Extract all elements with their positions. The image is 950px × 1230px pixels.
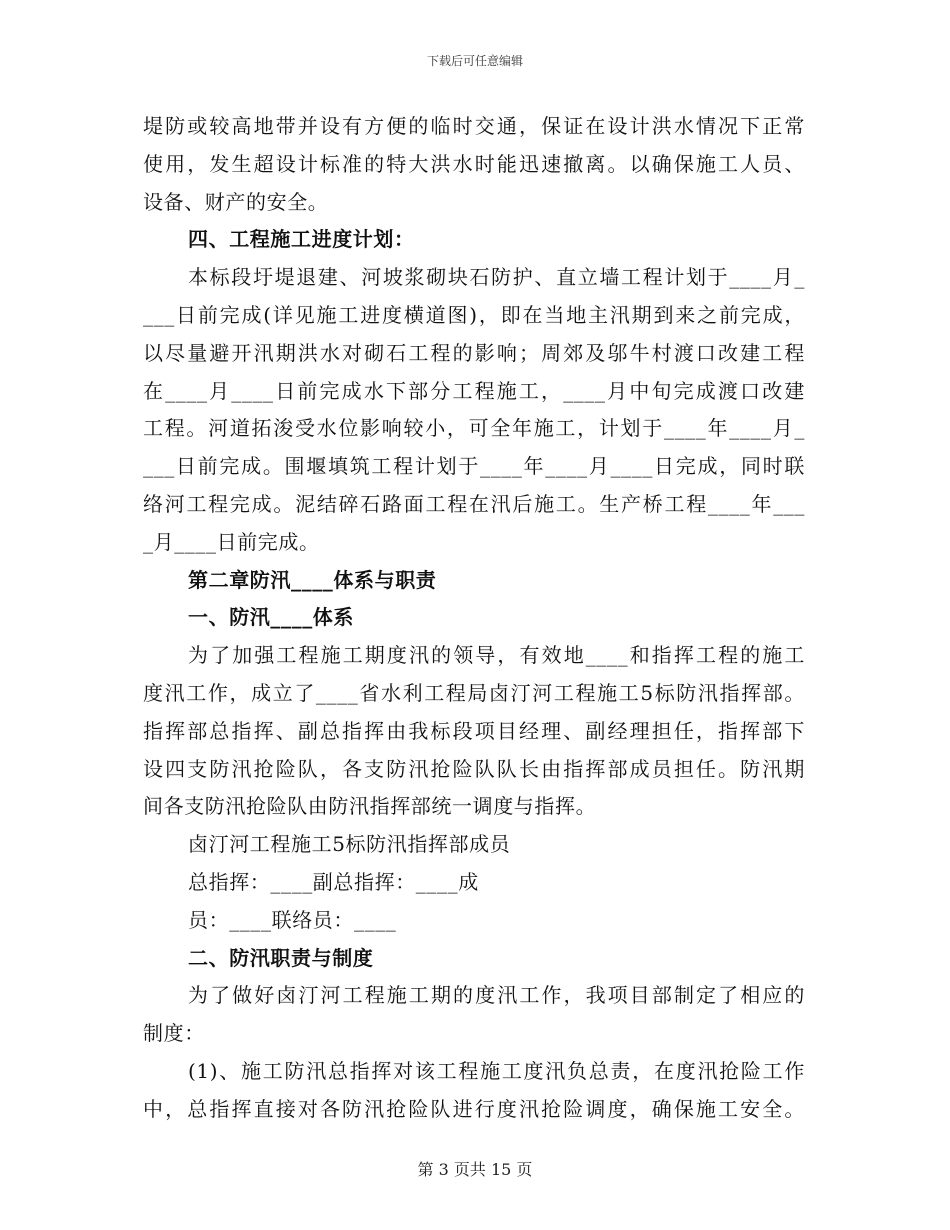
section-heading: 二、防汛职责与制度 [188, 945, 374, 970]
text-line: 制度： [143, 1021, 205, 1046]
text-line: 间各支防汛抢险队由防汛指挥部统一调度与指挥。 [143, 794, 597, 819]
text-line: 络河工程完成。泥结碎石路面工程在汛后施工。生产桥工程____年___ [143, 491, 805, 516]
text-line: 卤汀河工程施工5标防汛指挥部成员 [188, 832, 511, 857]
page-number: 第 3 页共 15 页 [417, 1160, 533, 1179]
text-line: 设备、财产的安全。 [143, 189, 329, 214]
text-line: 员：____联络员：____ [188, 907, 397, 932]
section-heading: 第二章防汛____体系与职责 [188, 567, 437, 592]
text-line: 在____月____日前完成水下部分工程施工，____月中旬完成渡口改建 [143, 378, 805, 403]
text-line: _月____日前完成。 [143, 529, 320, 554]
text-line: 工程。河道拓浚受水位影响较小，可全年施工，计划于____年____月_ [143, 416, 805, 441]
text-line: (1)、施工防汛总指挥对该工程施工度汛负总责，在度汛抢险工作 [188, 1058, 805, 1083]
text-line: 使用，发生超设计标准的特大洪水时能迅速撤离。以确保施工人员、 [143, 151, 805, 176]
text-line: 堤防或较高地带并设有方便的临时交通，保证在设计洪水情况下正常 [143, 114, 805, 138]
text-line: 设四支防汛抢险队，各支防汛抢险队队长由指挥部成员担任。防汛期 [143, 756, 805, 781]
text-line: 为了加强工程施工期度汛的领导，有效地____和指挥工程的施工 [188, 643, 805, 668]
text-line: 指挥部总指挥、副总指挥由我标段项目经理、副经理担任，指挥部下 [143, 718, 805, 743]
text-line: 总指挥：____副总指挥：____成 [188, 869, 479, 894]
text-line: ___日前完成。围堰填筑工程计划于____年____月____日完成，同时联 [143, 454, 805, 479]
text-line: 中，总指挥直接对各防汛抢险队进行度汛抢险调度，确保施工安全。 [143, 1096, 805, 1121]
text-line: 以尽量避开汛期洪水对砌石工程的影响；周郊及邬牛村渡口改建工程 [143, 340, 805, 365]
text-line: 本标段圩堤退建、河坡浆砌块石防护、直立墙工程计划于____月_ [188, 265, 805, 290]
section-heading: 四、工程施工进度计划： [188, 227, 415, 252]
text-line: 为了做好卤汀河工程施工期的度汛工作，我项目部制定了相应的 [188, 983, 805, 1008]
document-body [143, 108, 805, 1129]
page-header: 下载后可任意编辑 [426, 54, 523, 68]
section-heading: 一、防汛____体系 [188, 605, 354, 630]
text-line: 度汛工作，成立了____省水利工程局卤汀河工程施工5标防汛指挥部。 [143, 680, 805, 705]
text-line: ___日前完成(详见施工进度横道图)，即在当地主汛期到来之前完成， [143, 302, 805, 327]
